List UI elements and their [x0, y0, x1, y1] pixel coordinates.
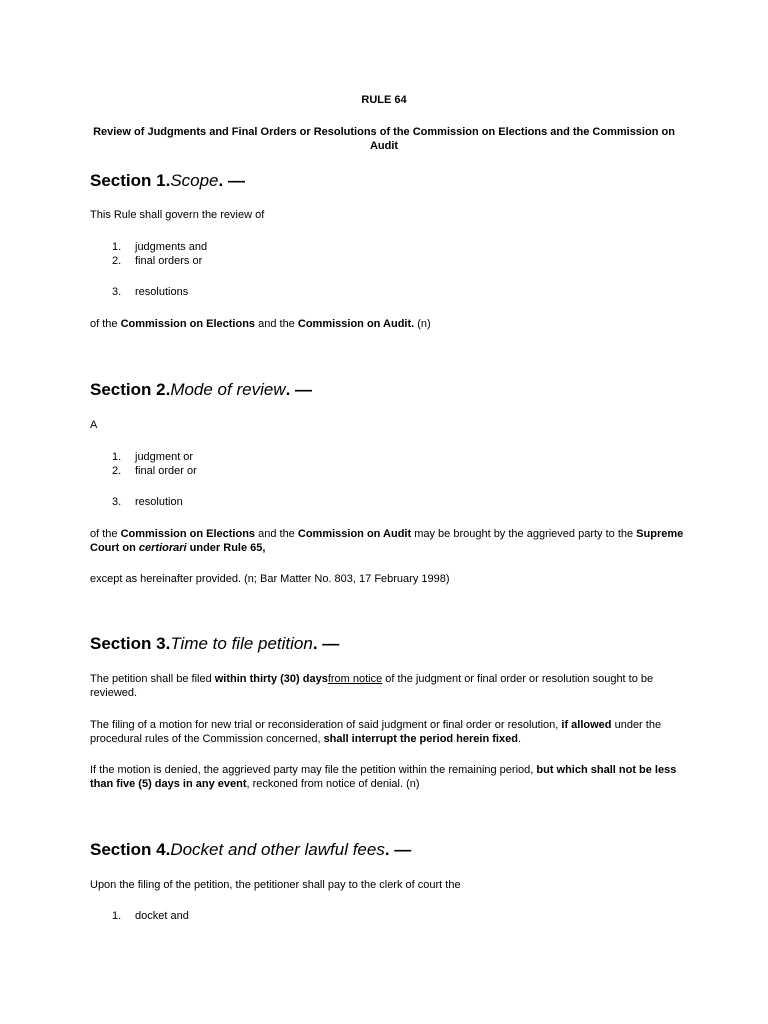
list-text: resolutions: [135, 286, 189, 298]
if-allowed-bold: if allowed: [561, 719, 612, 731]
section-4-heading: [90, 840, 411, 860]
section-3-paragraph-2: [90, 718, 690, 746]
section-3-label: Section 3.: [90, 634, 171, 653]
section-1-label: Section 1.: [90, 171, 171, 190]
section-4-dash: . —: [384, 840, 412, 859]
certiorari-italic: certiorari: [138, 542, 187, 554]
section-2-intro: A: [90, 419, 98, 431]
section-4-title: Docket and other lawful fees: [170, 840, 385, 859]
text-run: of the: [90, 528, 121, 540]
section-1-paragraph: [90, 317, 690, 331]
text-run: .: [517, 733, 521, 745]
section-3-paragraph-3: [90, 763, 690, 791]
section-2-label: Section 2.: [90, 380, 171, 399]
section-2-title: Mode of review: [170, 380, 286, 399]
coa-bold: Commission on Audit.: [297, 318, 415, 330]
list-number: 1.: [112, 241, 122, 253]
supreme-court-bold: Supreme Court on: [90, 528, 684, 554]
document-title: Review of Judgments and Final Orders or Resolutions of the Commission on Elections and the Commission on Audit: [93, 126, 675, 152]
coa-bold: Commission on Audit: [297, 528, 412, 540]
five-days-bold: but which shall not be less than five (5) days in any event: [90, 764, 677, 790]
interrupt-period-bold: shall interrupt the period herein fixed: [323, 733, 518, 745]
text-run: of the judgment or final order or resolution sought to be reviewed.: [90, 673, 654, 699]
section-3-title: Time to file petition: [170, 634, 313, 653]
list-number: 3.: [112, 496, 122, 508]
text-run: and the: [255, 528, 298, 540]
section-1-intro: This Rule shall govern the review of: [90, 209, 265, 221]
text-run: , reckoned from notice of denial. (n): [246, 778, 420, 790]
list-text: resolution: [135, 496, 183, 508]
section-2-paragraph: [90, 527, 690, 555]
list-number: 2.: [112, 465, 122, 477]
section-1-dash: . —: [218, 171, 245, 190]
section-4-intro: Upon the filing of the petition, the petitioner shall pay to the clerk of court the: [90, 879, 461, 891]
list-text: final orders or: [135, 255, 203, 267]
section-1-title: Scope: [170, 171, 219, 190]
list-number: 3.: [112, 286, 122, 298]
rule-65-bold: under Rule 65,: [186, 542, 266, 554]
from-notice-underlined: from notice: [327, 673, 383, 685]
list-text: docket and: [135, 910, 189, 922]
comelec-bold: Commission on Elections: [120, 318, 256, 330]
list-text: final order or: [135, 465, 197, 477]
section-3-dash: . —: [312, 634, 340, 653]
text-run: The petition shall be filed: [90, 673, 215, 685]
section-4-label: Section 4.: [90, 840, 171, 859]
list-number: 1.: [112, 451, 122, 463]
section-3-heading: [90, 634, 339, 654]
text-run: (n): [414, 318, 431, 330]
section-2-except: except as hereinafter provided. (n; Bar Matter No. 803, 17 February 1998): [90, 573, 450, 585]
section-1-heading: [90, 171, 245, 191]
text-run: under the procedural rules of the Commission concerned,: [90, 719, 662, 745]
text-run: and the: [255, 318, 298, 330]
section-3-paragraph-1: [90, 672, 690, 700]
section-2-heading: [90, 380, 312, 400]
section-2-dash: . —: [285, 380, 313, 399]
text-run: of the: [90, 318, 121, 330]
rule-title: RULE 64: [361, 94, 407, 106]
text-run: may be brought by the aggrieved party to the: [411, 528, 637, 540]
list-text: judgments and: [135, 241, 208, 253]
list-number: 2.: [112, 255, 122, 267]
text-run: If the motion is denied, the aggrieved party may file the petition within the remaining period,: [90, 764, 537, 776]
text-run: The filing of a motion for new trial or reconsideration of said judgment or final order or resolution,: [90, 719, 562, 731]
list-number: 1.: [112, 910, 122, 922]
comelec-bold: Commission on Elections: [120, 528, 256, 540]
list-text: judgment or: [135, 451, 194, 463]
thirty-days-bold: within thirty (30) days: [214, 673, 328, 685]
